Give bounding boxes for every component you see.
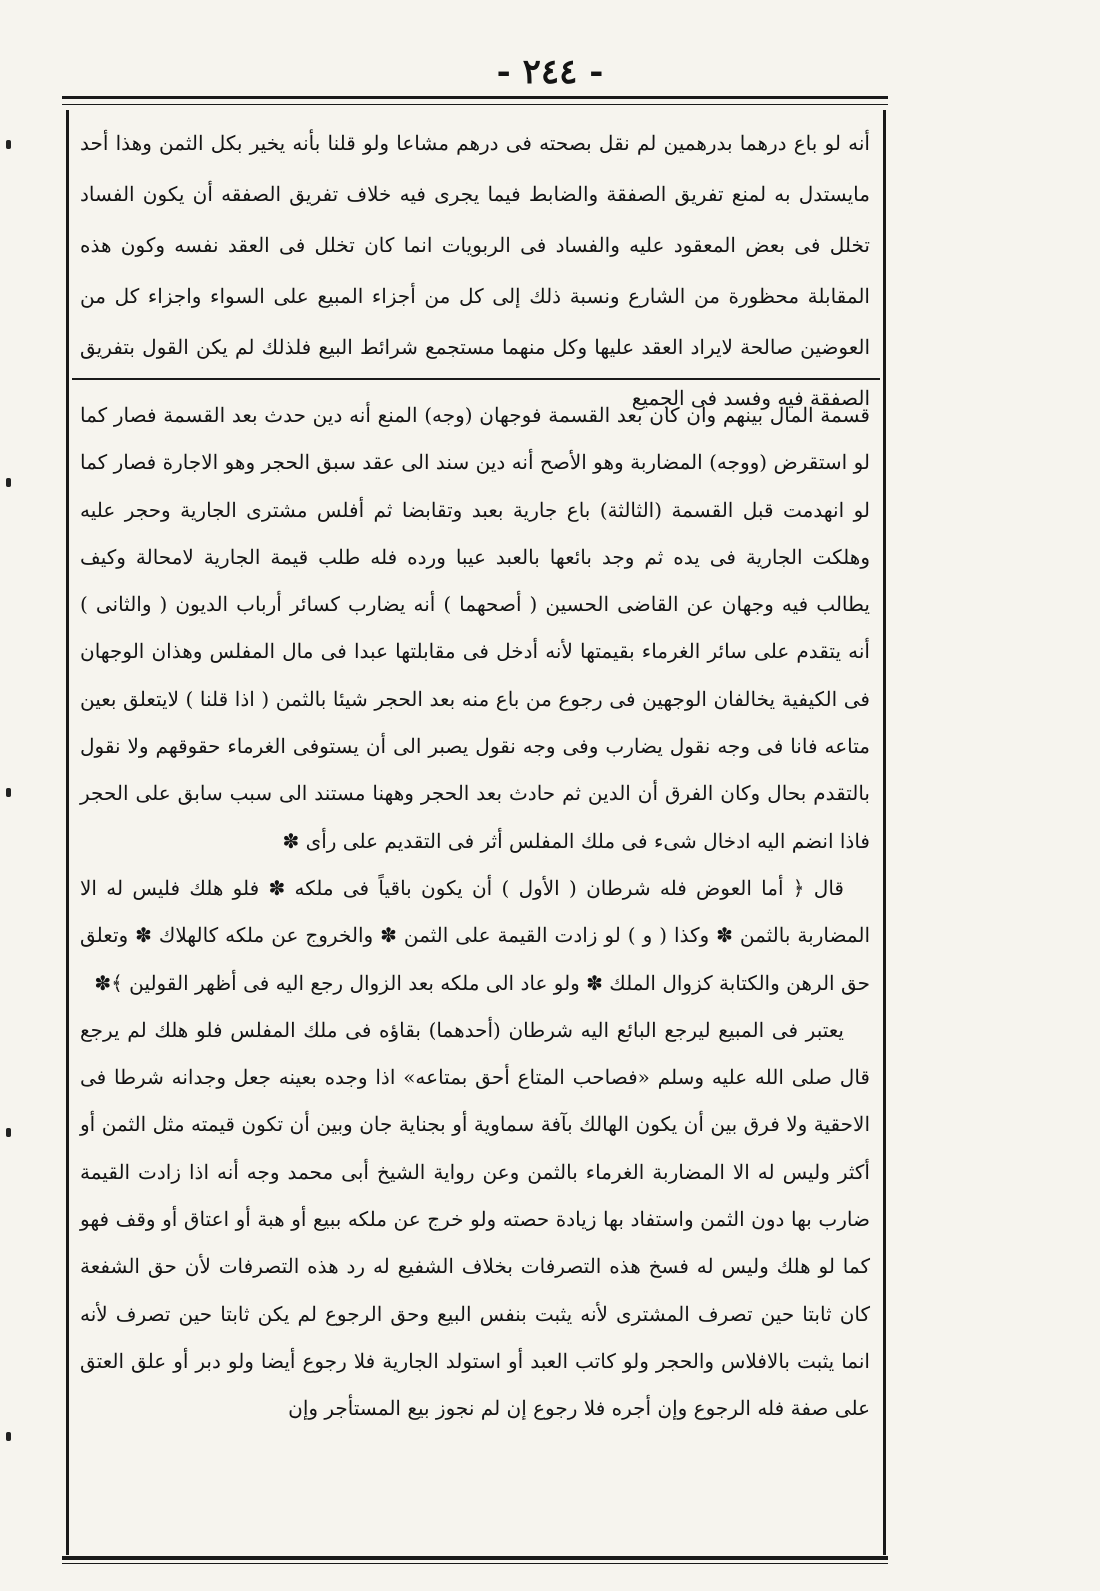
main-text-block bbox=[80, 392, 870, 1433]
main-paragraph-3: يعتبر فى المبيع ليرجع البائع اليه شرطان (أحدهما) بقاؤه فى ملك المفلس فلو هلك لم يرجع قال صلى الله عليه وسلم «فصاحب المتاع أحق بمتاعه» اذا وجده بعينه جعل وجدانه شرطا فى الاحقية ولا فرق بين أن يكون الهالك بآفة سماوية أو بجناية جان وبين أن تكون قيمته مثل الثمن أو أكثر وليس له الا المضاربة الغرماء بالثمن وعن رواية الشيخ أبى محمد وجه أنه اذا زادت القيمة ضارب بها دون الثمن واستفاد بها زيادة حصته ولو خرج عن ملكه ببيع أو هبة أو اعتاق أو وقف فهو كما لو هلك وليس له فسخ هذه التصرفات بخلاف الشفيع له رد هذه التصرفات لأن حق الشفعة كان ثابتا حين تصرف المشترى لأنه يثبت بنفس البيع وحق الرجوع لم يكن ثابتا حين تصرف لأنه انما يثبت بالافلاس والحجر ولو كاتب العبد أو استولد الجارية فلا رجوع أيضا ولو دبر أو علق العتق على صفة فله الرجوع وإن أجره فلا رجوع إن لم نجوز بيع المستأجر وإن bbox=[80, 1017, 870, 1421]
section-divider bbox=[72, 378, 880, 380]
main-paragraph-1: قسمة المال بينهم وان كان بعد القسمة فوجهان (وجه) المنع أنه دين حدث بعد القسمة فصار كما لو استقرض (ووجه) المضاربة وهو الأصح أنه دين سند الى عقد سبق الحجر وهو الاجارة فصار كما لو انهدمت قبل القسمة (الثالثة) باع جارية بعبد وتقابضا ثم أفلس مشترى الجارية وحجر عليه وهلكت الجارية فى يده ثم وجد بائعها بالعبد عيبا ورده فله طلب قيمة الجارية لامحالة وكيف يطالب فيه وجهان عن القاضى الحسين ( أصحهما ) أنه يضارب كسائر أرباب الديون ( والثانى ) أنه يتقدم على سائر الغرماء بقيمتها لأنه أدخل فى مقابلتها عبدا فى مال المفلس وهذان الوجهان فى الكيفية يخالفان الوجهين فى رجوع من باع منه بعد الحجر شيئا بالثمن ( اذا قلنا ) لايتعلق بعين متاعه فانا فى وجه نقول يضارب وفى وجه نقول يصبر الى أن يستوفى الغرماء حقوقهم ولا نقول بالتقدم بحال وكان الفرق أن الدين ثم حادث بعد الحجر وههنا مستند الى سبب سابق على الحجر فاذا انضم اليه ادخال شىء فى ملك المفلس أثر فى التقديم على رأى ✽ bbox=[80, 403, 870, 853]
header-rule bbox=[62, 96, 888, 99]
main-paragraph-2: قال ﴿ أما العوض فله شرطان ( الأول ) أن يكون باقياً فى ملكه ✽ فلو هلك فليس له الا المضاربة بالثمن ✽ وكذا ( و ) لو زادت القيمة على الثمن ✽ والخروج عن ملكه كالهلاك ✽ وتعلق حق الرهن والكتابة كزوال الملك ✽ ولو عاد الى ملكه بعد الزوال رجع اليه فى أظهر القولين ﴾✽ bbox=[80, 875, 870, 995]
footer-rule-thin bbox=[62, 1563, 888, 1564]
margin-mark bbox=[6, 1432, 11, 1441]
header-rule-thin bbox=[62, 104, 888, 105]
page-number: - ٢٤٤ - bbox=[496, 52, 604, 92]
margin-mark bbox=[6, 1128, 11, 1137]
footer-rule bbox=[62, 1556, 888, 1560]
margin-mark bbox=[6, 140, 11, 149]
upper-paragraph: أنه لو باع درهما بدرهمين لم نقل بصحته فى درهم مشاعا ولو قلنا بأنه يخير بكل الثمن وهذا أحد مايستدل به لمنع تفريق الصفقة والضابط فيما يجرى فيه خلاف تفريق الصفقه أن يكون الفساد تخلل فى بعض المعقود عليه والفساد فى الربويات انما كان تخلل فى العقد نفسه وكون هذه المقابلة محظورة من الشارع ونسبة ذلك إلى كل من أجزاء المبيع على السواء واجزاء كل من العوضين صالحة لايراد العقد عليها وكل منهما مستجمع شرائط البيع فلذلك لم يكن القول بتفريق الصفقة فيه وفسد فى الجميع bbox=[80, 131, 870, 410]
margin-mark bbox=[6, 478, 11, 487]
margin-mark bbox=[6, 788, 11, 797]
